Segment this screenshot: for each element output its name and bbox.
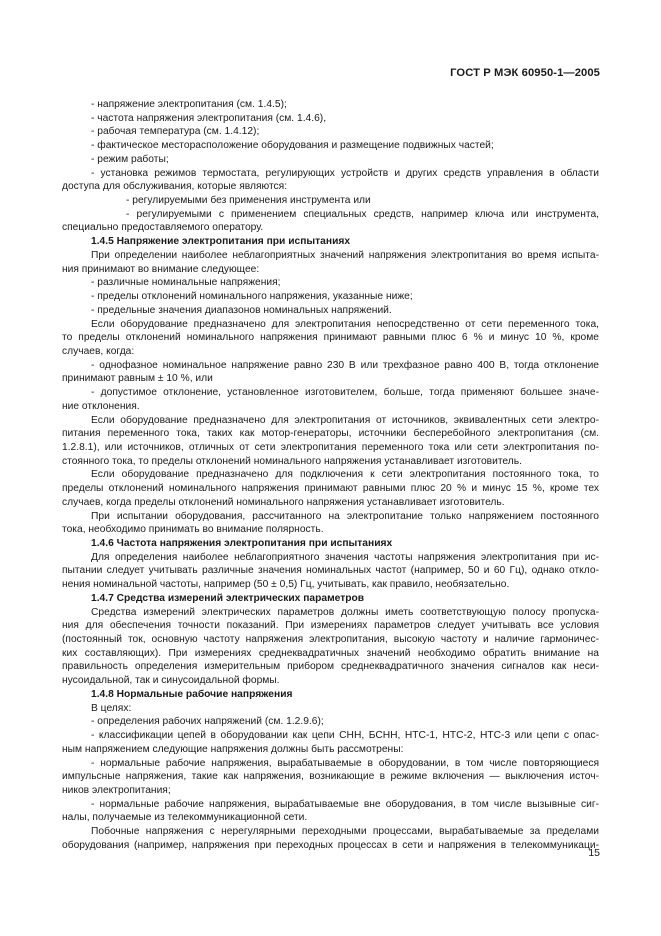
text-line: случаев, когда пределы отклонений номинального напряжения устанавливает изготовитель.	[62, 496, 505, 508]
text-line: ких составляющих). При измерениях среднеквадратичных значений необходимо обратить внимание на	[62, 647, 599, 659]
text-line: тока, необходимо принимать во внимание полярность.	[62, 524, 324, 536]
text-line: Если оборудование предназначено для электропитания от источников, эквивалентных сети электро-	[91, 414, 599, 426]
text-line: - режим работы;	[91, 153, 169, 165]
section-heading: 1.4.8 Нормальные рабочие напряжения	[91, 688, 293, 700]
section-heading: 1.4.6 Частота напряжения электропитания при испытаниях	[91, 538, 393, 549]
text-line: Средства измерений электрических параметров должны иметь соответствующую полосу пропуска-	[91, 606, 599, 618]
text-line: пытании следует учитывать различные значения номинальных частот (например, 50 и 60 Гц), однако откло-	[62, 565, 599, 577]
text-line: правильность определения измерительным прибором среднеквадратичного значения сигналов как неси-	[62, 661, 599, 673]
text-line: - однофазное номинальное напряжение равно 230 В или трехфазное равно 400 В, тогда отклонение	[91, 359, 599, 371]
text-line: принимают равным ± 10 %, или	[62, 373, 213, 385]
text-line: - частота напряжения электропитания (см. 1.4.6),	[91, 112, 327, 124]
text-line: ния для обеспечения точности показаний. При измерениях параметров следует учитывать все условия	[62, 620, 599, 632]
text-line: - классификации цепей в оборудовании как цепи СНН, БСНН, НТС-1, НТС-2, НТС-3 или цепи с опас-	[91, 730, 599, 742]
text-line: налы, получаемые из телекоммуникационной сети.	[62, 812, 308, 824]
text-line: - нормальные рабочие напряжения, вырабатываемые вне оборудования, в том числе вызывные сиг-	[91, 798, 599, 810]
text-line: стоянного тока, то пределы отклонений номинального напряжения устанавливает изготовитель.	[62, 455, 522, 467]
text-line: импульсные напряжения, такие как напряжения, возникающие в режиме включения — выключения источ-	[62, 771, 599, 783]
text-line: ным напряжением следующие напряжения должны быть рассмотрены:	[62, 743, 404, 755]
text-line: нусоидальной, так и синусоидальной формы.	[62, 675, 280, 687]
text-line: случаев, когда:	[62, 345, 135, 357]
document-body	[62, 98, 599, 853]
text-line: При испытании оборудования, рассчитанного на электропитание только напряжением постоянного	[91, 510, 599, 522]
text-line: - нормальные рабочие напряжения, вырабатываемые в оборудовании, в том числе повторяющиеся	[91, 757, 599, 769]
text-line: ников электропитания;	[62, 784, 171, 796]
text-line: доступа для обслуживания, которые являются:	[62, 181, 288, 193]
text-line: то пределы отклонений номинального напряжения принимают равными плюс 6 % и минус 10 %, кроме	[62, 332, 599, 344]
text-line: пределы отклонений номинального напряжения принимают равными плюс 20 % и минус 15 %, кроме тех	[62, 483, 599, 495]
text-line: - установка режимов термостата, регулирующих устройств и других средств управления в области	[91, 167, 599, 179]
text-line: - различные номинальные напряжения;	[91, 277, 281, 289]
text-line: - предельные значения диапазонов номинальных напряжений.	[91, 304, 392, 316]
text-line: питания переменного тока, таких как мотор-генераторы, источники бесперебойного электропитания (см.	[62, 428, 599, 440]
section-heading: 1.4.5 Напряжение электропитания при испытаниях	[91, 236, 351, 248]
text-line: - определения рабочих напряжений (см. 1.2.9.6);	[91, 716, 324, 728]
text-line: Побочные напряжения с нерегулярными переходными процессами, вырабатываемые за пределами	[91, 826, 599, 838]
text-line: 1.2.8.1), или источников, отличных от сети электропитания переменного тока или сети электропитания по-	[62, 441, 599, 453]
text-line: В целях:	[91, 702, 132, 714]
page-number: 15	[588, 847, 600, 859]
text-line: - пределы отклонений номинального напряжения, указанные ниже;	[91, 291, 413, 303]
text-line: нения номинальной частоты, например (50 ± 0,5) Гц, учитывать, как правило, необязательно.	[62, 579, 510, 591]
text-line: специально предоставляемого оператору.	[62, 222, 264, 234]
text-line: Если оборудование предназначено для электропитания непосредственно от сети переменного тока,	[91, 318, 599, 330]
text-line: - допустимое отклонение, установленное изготовителем, больше, тогда применяют большее значе-	[91, 387, 599, 399]
text-line: - фактическое месторасположение оборудования и размещение подвижных частей;	[91, 140, 494, 152]
text-line: ние отклонения.	[62, 400, 140, 412]
text-line: - регулируемыми без применения инструмента или	[126, 195, 371, 207]
text-line: При определении наиболее неблагоприятных значений напряжения электропитания во время испыта-	[91, 249, 599, 261]
text-line: - напряжение электропитания (см. 1.4.5);	[91, 99, 287, 110]
text-line: ния принимают во внимание следующее:	[62, 263, 260, 275]
text-line: оборудования (например, напряжения при переходных процессах в сети и напряжения в телекоммуникаци-	[62, 839, 599, 851]
text-line: (постоянный ток, основную частоту напряжения электропитания, высокую частоту и наличие гармоничес-	[62, 634, 599, 646]
text-line: Если оборудование предназначено для подключения к сети электропитания постоянного тока, то	[91, 469, 599, 481]
text-line: - рабочая температура (см. 1.4.12);	[91, 126, 260, 138]
text-line: - регулируемыми с применением специальных средств, например ключа или инструмента,	[126, 208, 599, 220]
section-heading: 1.4.7 Средства измерений электрических параметров	[91, 592, 365, 604]
text-line: Для определения наиболее неблагоприятного значения частоты напряжения электропитания при ис-	[91, 551, 599, 563]
standard-header: ГОСТ Р МЭК 60950-1—2005	[450, 67, 600, 79]
